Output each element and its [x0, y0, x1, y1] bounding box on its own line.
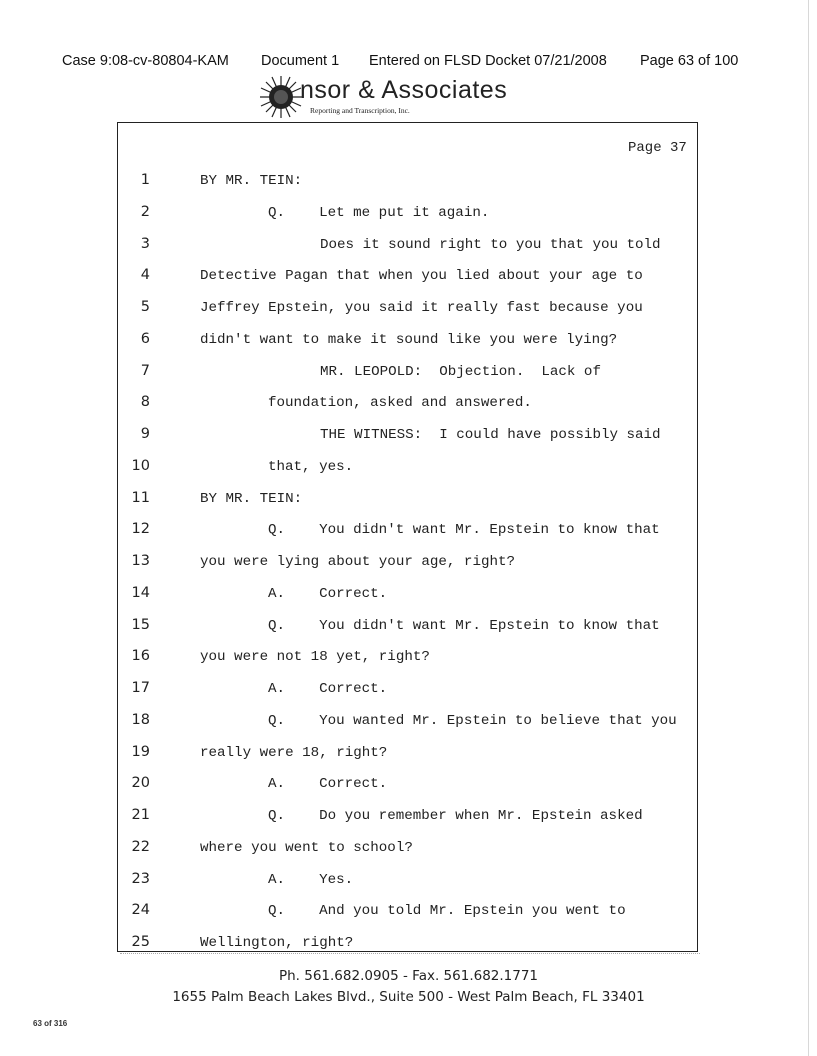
line-number: 20 [131, 775, 150, 791]
transcript-line: really were 18, right? [200, 745, 388, 761]
frame-bottom-rule [120, 953, 700, 956]
transcript-line: THE WITNESS: I could have possibly said [320, 427, 661, 443]
transcript-line: A. Correct. [268, 776, 388, 792]
line-number: 8 [140, 394, 150, 410]
transcript-line: where you went to school? [200, 840, 413, 856]
line-number: 7 [140, 363, 150, 379]
line-number: 14 [131, 585, 150, 601]
line-number: 1 [140, 172, 150, 188]
transcript-page-label: Page 37 [628, 140, 687, 156]
transcript-line: Detective Pagan that when you lied about your age to [200, 268, 643, 284]
firm-seal-icon [258, 74, 304, 120]
case-number: Case 9:08-cv-80804-KAM [62, 53, 229, 69]
transcript-line: Q. Let me put it again. [268, 205, 490, 221]
line-number: 16 [131, 648, 150, 664]
line-number: 9 [140, 426, 150, 442]
line-number: 2 [140, 204, 150, 220]
transcript-line: Q. You didn't want Mr. Epstein to know that [268, 522, 660, 538]
transcript-line: MR. LEOPOLD: Objection. Lack of [320, 364, 601, 380]
footer-phone: Ph. 561.682.0905 - Fax. 561.682.1771 [278, 968, 539, 984]
firm-logo [258, 74, 558, 124]
transcript-line: you were not 18 yet, right? [200, 649, 430, 665]
transcript-line: BY MR. TEIN: [200, 491, 303, 507]
transcript-line: Q. You didn't want Mr. Epstein to know that [268, 618, 660, 634]
line-number: 11 [131, 490, 150, 506]
line-number: 25 [131, 934, 150, 950]
transcript-line: Q. You wanted Mr. Epstein to believe that you [268, 713, 677, 729]
document-number: Document 1 [261, 53, 340, 69]
line-number: 3 [140, 236, 150, 252]
transcript-line: BY MR. TEIN: [200, 173, 303, 189]
transcript-line: foundation, asked and answered. [268, 395, 532, 411]
docket-page: Page 63 of 100 [640, 53, 739, 69]
line-number: 6 [140, 331, 150, 347]
page-count: 63 of 316 [33, 1019, 68, 1028]
line-number: 5 [140, 299, 150, 315]
transcript-line: that, yes. [268, 459, 354, 475]
line-number: 21 [131, 807, 150, 823]
transcript-line: A. Correct. [268, 681, 388, 697]
transcript-line: Q. Do you remember when Mr. Epstein asked [268, 808, 643, 824]
line-number: 24 [131, 902, 150, 918]
transcript-line: Does it sound right to you that you told [320, 237, 661, 253]
line-number: 22 [131, 839, 150, 855]
line-number: 13 [131, 553, 150, 569]
line-number: 12 [131, 521, 150, 537]
transcript-line: didn't want to make it sound like you were lying? [200, 332, 618, 348]
firm-subtitle: Reporting and Transcription, Inc. [310, 106, 410, 115]
transcript-line: Q. And you told Mr. Epstein you went to [268, 903, 626, 919]
line-number: 15 [131, 617, 150, 633]
docket-entry: Entered on FLSD Docket 07/21/2008 [369, 53, 607, 69]
footer-address: 1655 Palm Beach Lakes Blvd., Suite 500 - West Palm Beach, FL 33401 [172, 989, 645, 1005]
line-number: 10 [131, 458, 150, 474]
line-number: 17 [131, 680, 150, 696]
scan-edge-rule [808, 0, 809, 1056]
transcript-line: Jeffrey Epstein, you said it really fast because you [200, 300, 643, 316]
transcript-line: you were lying about your age, right? [200, 554, 516, 570]
firm-name: nsor & Associates [300, 76, 508, 104]
line-number: 4 [140, 267, 150, 283]
transcript-line: A. Correct. [268, 586, 388, 602]
line-number: 18 [131, 712, 150, 728]
line-number: 19 [131, 744, 150, 760]
transcript-line: A. Yes. [268, 872, 354, 888]
line-number: 23 [131, 871, 150, 887]
transcript-line: Wellington, right? [200, 935, 354, 951]
